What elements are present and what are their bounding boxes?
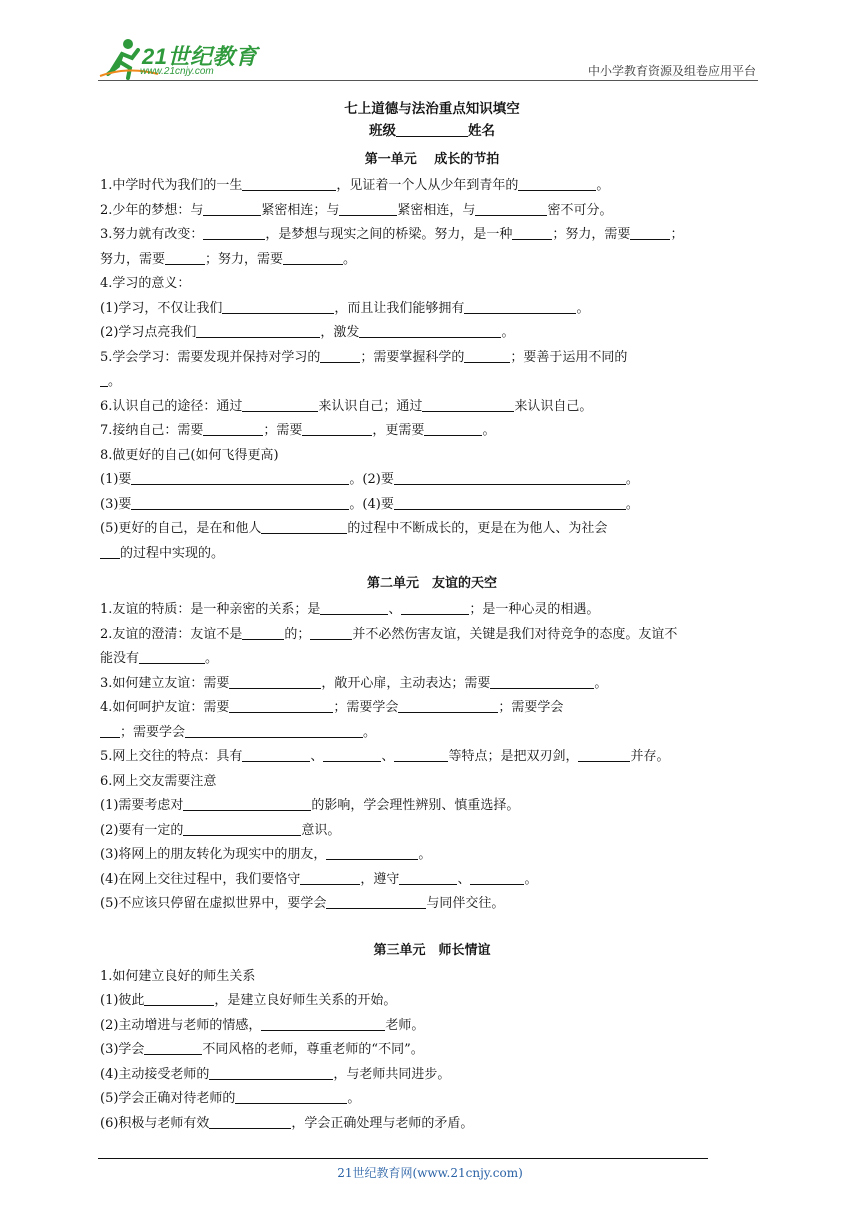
question-text: ，遵守: [360, 871, 400, 887]
answer-blank[interactable]: [464, 348, 510, 363]
question-line: [100, 1087, 764, 1112]
question-line: [100, 297, 764, 322]
question-text: 。: [363, 724, 377, 740]
question-text: (3)学会: [100, 1042, 145, 1057]
answer-blank[interactable]: [320, 348, 360, 363]
answer-blank[interactable]: [422, 397, 514, 412]
answer-blank[interactable]: [394, 470, 626, 485]
question-text: (1)要: [100, 472, 132, 487]
question-text: ，是梦想与现实之间的桥梁。努力，是一种: [265, 227, 513, 242]
answer-blank[interactable]: [222, 299, 334, 314]
question-line: [100, 794, 764, 819]
question-line: [100, 272, 764, 297]
question-text: ；需要: [263, 423, 303, 438]
platform-name: 中小学教育资源及组卷应用平台: [587, 64, 756, 78]
question-text: 。: [625, 496, 639, 512]
question-line: [100, 395, 764, 420]
question-text: 4.学习的意义：: [100, 276, 191, 291]
question-text: 并不必然伤害友谊，关键是我们对待竞争的态度。友谊不: [352, 626, 678, 642]
answer-blank[interactable]: [302, 421, 372, 436]
answer-blank[interactable]: [183, 821, 301, 836]
answer-blank[interactable]: [512, 225, 552, 240]
logo-text: 21世纪教育: [142, 44, 258, 69]
question-text: 的影响，学会理性辨别、慎重选择。: [311, 798, 520, 813]
question-text: (1)学习，不仅让我们: [100, 300, 223, 316]
question-text: 。: [501, 325, 515, 340]
question-text: 并存。: [630, 749, 670, 764]
answer-blank[interactable]: [242, 747, 310, 762]
question-text: (2)学习点亮我们: [100, 325, 197, 340]
question-text: ；需要学会: [498, 700, 564, 715]
answer-blank[interactable]: [394, 747, 448, 762]
question-text: 1.友谊的特质：是一种亲密的关系；是: [100, 602, 321, 617]
question-text: 老师。: [385, 1017, 425, 1033]
answer-blank[interactable]: [630, 225, 670, 240]
units-container: [100, 146, 764, 1136]
question-text: (4)主动接受老师的: [100, 1066, 210, 1082]
answer-blank[interactable]: [326, 894, 426, 909]
page-header: [0, 0, 860, 90]
answer-blank[interactable]: [399, 870, 457, 885]
question-text: 紧密相连，与: [397, 202, 476, 218]
question-line: [100, 1014, 764, 1039]
question-line: [100, 623, 764, 648]
footer-source: 21世纪教育网(www.21cnjy.com): [337, 1166, 523, 1180]
question-line: [100, 199, 764, 224]
answer-blank[interactable]: [242, 625, 284, 640]
question-text: 。: [205, 651, 219, 666]
question-text: 能没有: [100, 651, 140, 666]
question-text: ；需要掌握科学的: [360, 349, 465, 365]
question-text: 。(2)要: [349, 472, 394, 487]
unit-heading: 第二单元 友谊的天空: [366, 576, 497, 591]
answer-blank[interactable]: [139, 649, 205, 664]
question-text: (6)积极与老师有效: [100, 1115, 210, 1131]
question-text: 、: [457, 871, 471, 887]
answer-blank[interactable]: [100, 372, 108, 387]
footer-divider: [98, 1158, 708, 1159]
answer-blank[interactable]: [185, 723, 363, 738]
question-line: [100, 819, 764, 844]
question-text: 等特点；是把双刃剑，: [448, 749, 579, 764]
question-text: 、: [310, 749, 324, 764]
question-text: 。: [418, 847, 432, 862]
answer-blank[interactable]: [398, 698, 498, 713]
answer-blank[interactable]: [261, 519, 347, 534]
question-line: [100, 223, 764, 248]
answer-blank[interactable]: [131, 495, 349, 510]
question-line: [100, 745, 764, 770]
answer-blank[interactable]: [401, 600, 469, 615]
answer-blank[interactable]: [475, 201, 547, 216]
answer-blank[interactable]: [323, 747, 381, 762]
header-divider: [98, 80, 758, 81]
answer-blank[interactable]: [242, 176, 336, 191]
question-text: 5.学会学习：需要发现并保持对学习的: [100, 349, 321, 365]
question-line: [100, 542, 764, 567]
question-text: 来认识自己；通过: [318, 398, 423, 414]
question-text: 7.接纳自己：需要: [100, 423, 204, 438]
answer-blank[interactable]: [578, 747, 630, 762]
answer-blank[interactable]: [144, 991, 214, 1006]
question-line: [100, 444, 764, 469]
question-text: (5)学会正确对待老师的: [100, 1091, 236, 1106]
question-text: ，见证着一个人从少年到青年的: [336, 178, 519, 193]
logo-url: www.21cnjy.com: [140, 66, 214, 77]
question-text: 4.如何呵护友谊：需要: [100, 700, 230, 715]
question-line: [100, 468, 764, 493]
question-text: 3.如何建立友谊：需要: [100, 675, 230, 691]
answer-blank[interactable]: [339, 201, 397, 216]
answer-blank[interactable]: [203, 225, 265, 240]
question-line: [100, 1112, 764, 1137]
answer-blank[interactable]: [320, 600, 388, 615]
question-text: ；需要学会: [333, 700, 399, 715]
class-label: 班级: [369, 123, 396, 139]
question-text: (3)要: [100, 496, 132, 512]
question-text: 意识。: [301, 822, 341, 838]
question-line: [100, 493, 764, 518]
question-text: 。: [108, 374, 122, 389]
class-blank[interactable]: [396, 122, 468, 137]
unit-heading: 第三单元 师长情谊: [373, 942, 491, 958]
question-text: 。(4)要: [349, 496, 394, 512]
question-line: [100, 721, 764, 746]
question-line: [100, 321, 764, 346]
answer-blank[interactable]: [229, 698, 333, 713]
answer-blank[interactable]: [326, 845, 418, 860]
answer-blank[interactable]: [470, 870, 524, 885]
answer-blank[interactable]: [144, 1040, 202, 1055]
question-text: 来认识自己。: [514, 398, 593, 414]
question-text: 2.少年的梦想：与: [100, 202, 204, 218]
question-line: [100, 672, 764, 697]
question-text: 3.努力就有改变：: [100, 227, 204, 242]
question-text: 。: [576, 300, 590, 316]
question-line: [100, 370, 764, 395]
worksheet-body: [100, 98, 764, 1136]
answer-blank[interactable]: [131, 470, 349, 485]
answer-blank[interactable]: [300, 870, 360, 885]
question-line: [100, 989, 764, 1014]
question-text: ，是建立良好师生关系的开始。: [214, 993, 397, 1008]
question-text: (1)需要考虑对: [100, 798, 184, 813]
question-line: [100, 174, 764, 199]
answer-blank[interactable]: [464, 299, 576, 314]
question-text: 6.网上交友需要注意: [100, 773, 217, 789]
question-text: 密不可分。: [547, 202, 613, 218]
question-text: 。: [625, 472, 639, 487]
question-text: ；努力，需要: [552, 227, 631, 242]
answer-blank[interactable]: [183, 796, 311, 811]
question-line: [100, 248, 764, 273]
name-label: 姓名: [468, 123, 495, 139]
question-text: ，学会正确处理与老师的矛盾。: [291, 1115, 474, 1131]
class-name-row: [100, 120, 764, 142]
question-text: ，与老师共同进步。: [333, 1066, 451, 1082]
question-text: 。: [594, 675, 608, 691]
question-line: [100, 696, 764, 721]
question-text: 。: [482, 423, 496, 438]
question-text: 6.认识自己的途径：通过: [100, 398, 243, 414]
question-text: ；努力，需要: [205, 251, 284, 267]
question-line: [100, 965, 764, 990]
unit-heading: 第一单元 成长的节拍: [364, 152, 500, 167]
answer-blank[interactable]: [424, 421, 482, 436]
question-text: 、: [388, 602, 402, 617]
question-line: [100, 1038, 764, 1063]
question-line: [100, 843, 764, 868]
question-text: (5)不应该只停留在虚拟世界中，要学会: [100, 896, 327, 911]
page-title: 七上道德与法治重点知识填空: [344, 101, 520, 117]
question-text: 。: [524, 871, 538, 887]
question-text: 努力，需要: [100, 251, 166, 267]
answer-blank[interactable]: [242, 397, 318, 412]
question-text: 与同伴交往。: [426, 896, 505, 911]
question-text: ；需要学会: [120, 724, 186, 740]
answer-blank[interactable]: [490, 674, 594, 689]
question-text: (2)主动增进与老师的情感，: [100, 1017, 262, 1033]
section-spacer: [100, 917, 764, 933]
question-text: (3)将网上的朋友转化为现实中的朋友，: [100, 847, 327, 862]
answer-blank[interactable]: [235, 1089, 347, 1104]
answer-blank[interactable]: [100, 544, 120, 559]
question-text: 2.友谊的澄清：友谊不是: [100, 626, 243, 642]
question-text: ，而且让我们能够拥有: [334, 300, 465, 316]
question-text: 。: [347, 1091, 361, 1106]
question-text: 8.做更好的自己(如何飞得更高): [100, 447, 279, 463]
answer-blank[interactable]: [394, 495, 626, 510]
answer-blank[interactable]: [209, 1114, 291, 1129]
question-line: [100, 517, 764, 542]
answer-blank[interactable]: [100, 723, 120, 738]
answer-blank[interactable]: [196, 323, 320, 338]
question-line: [100, 598, 764, 623]
answer-blank[interactable]: [283, 250, 343, 265]
question-line: [100, 770, 764, 795]
answer-blank[interactable]: [209, 1065, 333, 1080]
question-text: (1)彼此: [100, 993, 145, 1008]
question-text: (5)更好的自己，是在和他人: [100, 521, 262, 536]
question-text: 的；: [284, 626, 311, 642]
question-text: ；是一种心灵的相遇。: [469, 602, 600, 617]
answer-blank[interactable]: [203, 421, 263, 436]
answer-blank[interactable]: [203, 201, 261, 216]
question-line: [100, 868, 764, 893]
question-line: [100, 647, 764, 672]
question-text: 5.网上交往的特点：具有: [100, 749, 243, 764]
question-text: 不同风格的老师，尊重老师的“不同”。: [202, 1042, 424, 1057]
question-text: 紧密相连；与: [261, 202, 340, 218]
question-text: 、: [381, 749, 395, 764]
question-line: [100, 1063, 764, 1088]
question-text: (2)要有一定的: [100, 822, 184, 838]
answer-blank[interactable]: [359, 323, 501, 338]
question-text: ；: [670, 227, 684, 242]
question-text: ，敞开心扉，主动表达；需要: [321, 675, 491, 691]
question-line: [100, 419, 764, 444]
question-text: ，激发: [320, 325, 360, 340]
question-text: ，更需要: [372, 423, 425, 438]
question-text: (4)在网上交往过程中，我们要恪守: [100, 871, 301, 887]
answer-blank[interactable]: [261, 1016, 385, 1031]
question-text: 1.中学时代为我们的一生: [100, 178, 243, 193]
answer-blank[interactable]: [165, 250, 205, 265]
question-text: 。: [343, 251, 357, 267]
answer-blank[interactable]: [229, 674, 321, 689]
question-text: 。: [596, 178, 610, 193]
question-line: [100, 346, 764, 371]
question-text: ；要善于运用不同的: [510, 349, 628, 365]
question-text: 的过程中实现的。: [120, 545, 225, 561]
question-text: 的过程中不断成长的，更是在为他人、为社会: [347, 521, 608, 536]
question-text: 1.如何建立良好的师生关系: [100, 968, 256, 984]
question-line: [100, 892, 764, 917]
answer-blank[interactable]: [518, 176, 596, 191]
answer-blank[interactable]: [310, 625, 352, 640]
